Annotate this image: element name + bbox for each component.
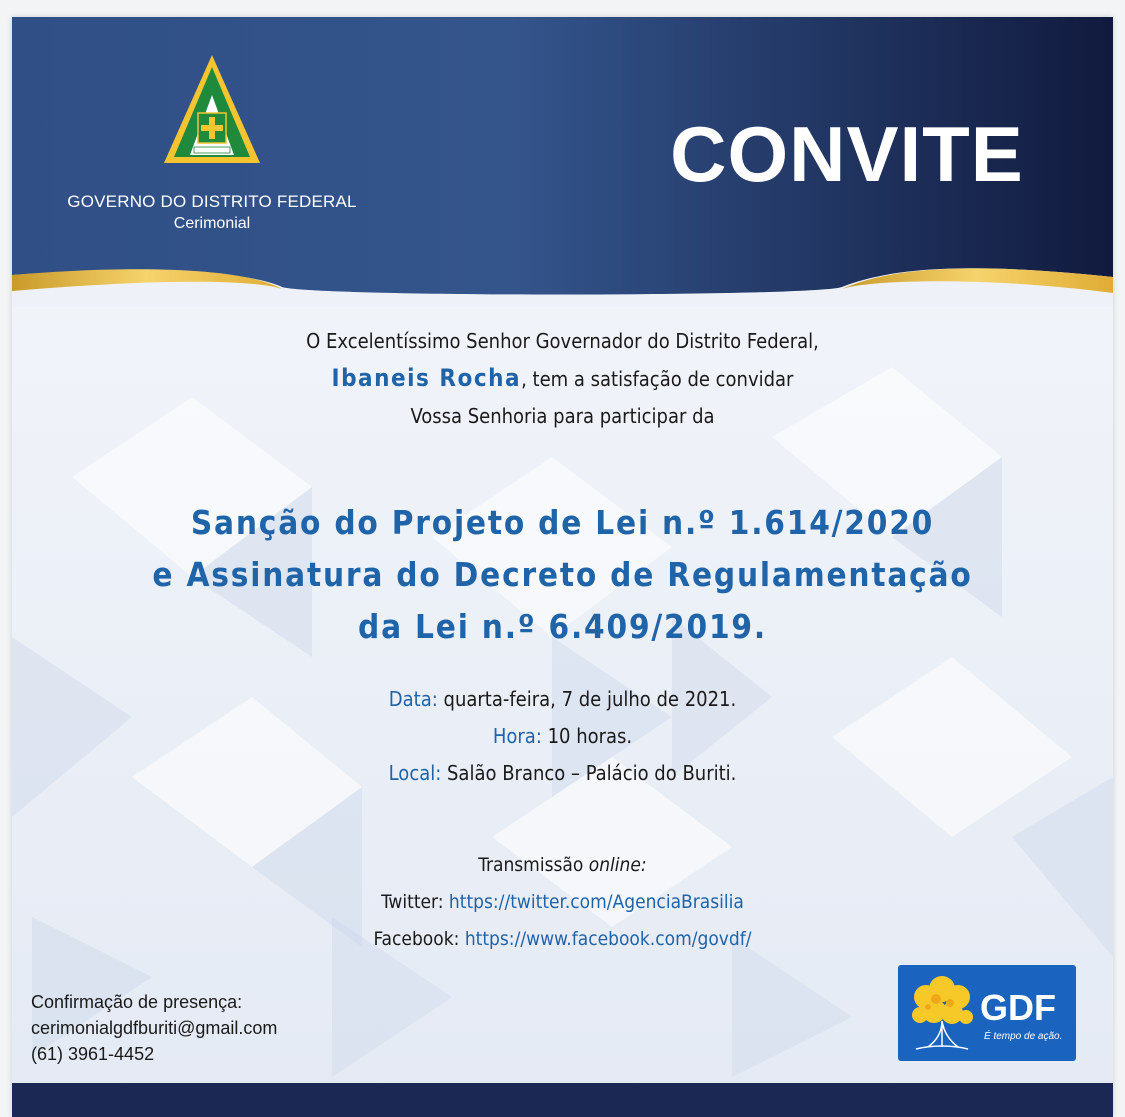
twitter-link[interactable]: https://twitter.com/AgenciaBrasilia [448, 891, 744, 913]
event-title [12, 497, 1113, 653]
governor-name: Ibaneis Rocha [331, 364, 522, 392]
government-name: GOVERNO DO DISTRITO FEDERAL [67, 192, 357, 211]
place-label: Local: [388, 761, 442, 785]
event-title-line-2: e Assinatura do Decreto de Regulamentação [152, 555, 973, 594]
twitter-label: Twitter: [381, 891, 449, 913]
event-title-line-1: Sanção do Projeto de Lei n.º 1.614/2020 [190, 503, 935, 542]
facebook-row [12, 921, 1113, 958]
ipe-tree-icon [906, 973, 978, 1055]
rsvp-label: Confirmação de presença: [31, 992, 243, 1012]
time-value: 10 horas. [541, 724, 633, 748]
rsvp-email[interactable]: cerimonialgdfburiti@gmail.com [31, 1018, 278, 1038]
twitter-row [12, 884, 1113, 921]
transmission-online: online: [588, 854, 647, 876]
gdf-logo-name: GDF [980, 987, 1056, 1028]
facebook-link[interactable]: https://www.facebook.com/govdf/ [464, 928, 752, 950]
event-title-line-3: da Lei n.º 6.409/2019. [358, 607, 767, 646]
rsvp-phone[interactable]: (61) 3961-4452 [31, 1044, 155, 1064]
date-label: Data: [388, 687, 438, 711]
transmission-heading [12, 847, 1113, 884]
date-row [12, 681, 1113, 718]
intro-line-2 [12, 360, 1113, 398]
transmission-label: Transmissão [478, 854, 589, 876]
time-label: Hora: [492, 724, 542, 748]
gdf-logo [898, 965, 1076, 1061]
intro-line-1: O Excelentíssimo Senhor Governador do Distrito Federal, [306, 329, 819, 353]
facebook-label: Facebook: [373, 928, 465, 950]
place-value: Salão Branco – Palácio do Buriti. [441, 761, 737, 785]
invitation-intro [12, 323, 1113, 435]
invitation-card [12, 17, 1113, 1117]
invitation-heading: CONVITE [670, 110, 1024, 198]
intro-line-2-rest: , tem a satisfação de convidar [521, 367, 794, 391]
place-row [12, 755, 1113, 792]
department-name: Cerimonial [173, 215, 251, 232]
gdf-logo-tagline: É tempo de ação. [984, 1031, 1063, 1042]
event-details [12, 681, 1113, 792]
government-emblem-logo [162, 55, 262, 173]
rsvp-info [31, 989, 277, 1067]
time-row [12, 718, 1113, 755]
intro-line-3: Vossa Senhoria para participar da [410, 404, 715, 428]
date-value: quarta-feira, 7 de julho de 2021. [437, 687, 737, 711]
transmission-info [12, 847, 1113, 958]
footer-bar [12, 1083, 1113, 1117]
